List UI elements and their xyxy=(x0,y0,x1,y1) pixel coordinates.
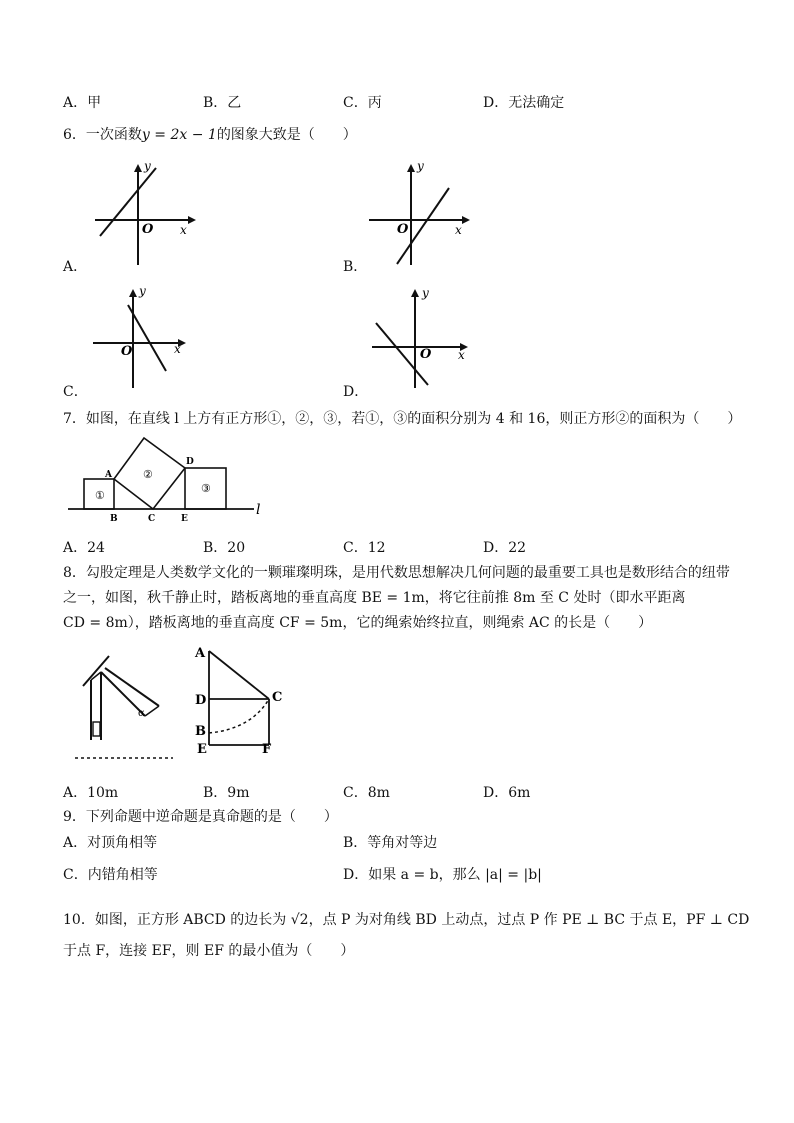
q5-option-b: B．乙 xyxy=(203,95,242,111)
q6b-x-label: x xyxy=(455,223,462,237)
q6c-x-label: x xyxy=(174,342,181,356)
q6-stem-prefix: 6．一次函数 xyxy=(63,127,142,143)
q8-point-e-label: E xyxy=(197,742,207,757)
q7-stem: 7．如图，在直线 l 上方有正方形①，②，③，若①，③的面积分别为 4 和 16，则正方形②的面积为（ ） xyxy=(63,411,742,427)
q7-square-2-label: ② xyxy=(143,468,153,481)
q7-figure xyxy=(68,434,268,524)
q8-point-a-label: A xyxy=(195,646,206,661)
q9-option-c: C．内错角相等 xyxy=(63,867,158,883)
q8-stem-line3: CD = 8m），踏板离地的垂直高度 CF = 5m，它的绳索始终拉直，则绳索 AC 的长是（ ） xyxy=(63,615,653,631)
q7-point-d-label: D xyxy=(186,457,194,467)
q6-formula: y = 2x − 1 xyxy=(141,127,217,143)
q8-point-d-label: D xyxy=(195,693,207,708)
q6d-x-label: x xyxy=(458,348,465,362)
q7-option-a: A．24 xyxy=(63,540,105,556)
q6-graph-b xyxy=(367,160,477,270)
q8-option-d: D．6m xyxy=(483,785,531,801)
q6c-origin-label: O xyxy=(121,344,133,359)
q6a-y-label: y xyxy=(144,159,151,173)
q8-point-b-label: B xyxy=(195,724,206,739)
q10-stem-line2: 于点 F，连接 EF，则 EF 的最小值为（ ） xyxy=(63,943,355,959)
q5-option-d: D．无法确定 xyxy=(483,95,565,111)
q8-stem-line1: 8．勾股定理是人类数学文化的一颗璀璨明珠，是用代数思想解决几何问题的最重要工具也是数形结合的纽带 xyxy=(63,565,730,581)
q6-stem-suffix: 的图象大致是（ ） xyxy=(216,127,357,143)
q5-option-a: A．甲 xyxy=(63,95,102,111)
q8-swing-sketch xyxy=(75,650,180,762)
q7-point-c-label: C xyxy=(148,514,156,524)
q6-label-d: D． xyxy=(343,384,369,400)
q8-point-f-label: F xyxy=(262,742,272,757)
q7-option-c: C．12 xyxy=(343,540,386,556)
q6a-origin-label: O xyxy=(142,222,154,237)
q7-square-3-label: ③ xyxy=(201,482,211,495)
q6-label-a: A． xyxy=(63,259,88,275)
q9-option-a: A．对顶角相等 xyxy=(63,835,158,851)
q7-option-d: D．22 xyxy=(483,540,527,556)
q6b-y-label: y xyxy=(417,159,424,173)
q7-point-a-label: A xyxy=(105,470,112,480)
q6b-origin-label: O xyxy=(397,222,409,237)
q6-label-c: C． xyxy=(63,384,88,400)
q7-point-e-label: E xyxy=(181,514,188,524)
q8-stem-line2: 之一，如图，秋千静止时，踏板离地的垂直高度 BE = 1m，将它往前推 8m 至 C 处时（即水平距离 xyxy=(63,590,686,606)
q8-figure xyxy=(195,643,290,755)
q8-point-c-label: C xyxy=(272,690,283,705)
q9-option-b: B．等角对等边 xyxy=(343,835,438,851)
q7-point-b-label: B xyxy=(110,514,118,524)
q6d-origin-label: O xyxy=(420,347,432,362)
q9-stem: 9．下列命题中逆命题是真命题的是（ ） xyxy=(63,809,338,825)
q10-stem-line1: 10．如图，正方形 ABCD 的边长为 √2，点 P 为对角线 BD 上动点，过点 P 作 PE ⊥ BC 于点 E，PF ⊥ CD xyxy=(63,912,750,928)
q6-stem xyxy=(63,124,357,144)
q8-option-c: C．8m xyxy=(343,785,390,801)
q6c-y-label: y xyxy=(139,284,146,298)
q6-graph-a xyxy=(90,160,200,270)
q6d-y-label: y xyxy=(422,286,429,300)
q7-square-1-label: ① xyxy=(95,489,105,502)
q6-graph-d xyxy=(370,285,480,390)
q5-option-c: C．丙 xyxy=(343,95,382,111)
q8-option-b: B．9m xyxy=(203,785,250,801)
q6a-x-label: x xyxy=(180,223,187,237)
q6-graph-c xyxy=(90,285,200,390)
q9-option-d: D．如果 a = b，那么 |a| = |b| xyxy=(343,867,542,883)
q7-option-b: B．20 xyxy=(203,540,246,556)
q8-option-a: A．10m xyxy=(63,785,119,801)
q8-swing-scribble: α xyxy=(138,708,145,719)
q6-label-b: B． xyxy=(343,259,368,275)
q7-line-l-label: l xyxy=(256,502,261,518)
